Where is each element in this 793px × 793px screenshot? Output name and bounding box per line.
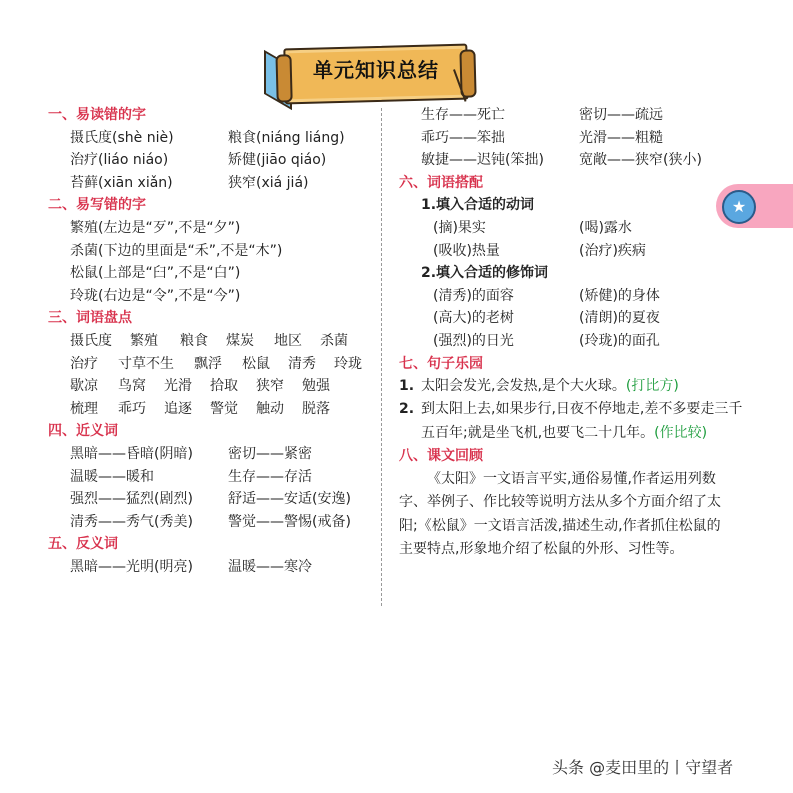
vocab-row — [48, 330, 368, 353]
item-number: 2. — [399, 401, 415, 418]
vocab-word: 光滑 — [164, 378, 192, 395]
section-title-review: 八、课文回顾 — [399, 448, 483, 465]
rhetoric-note: (打比方) — [625, 378, 679, 395]
note-text: 杀菌(下边的里面是“禾”,不是“木”) — [70, 242, 283, 259]
antonym-pair: 光滑——粗糙 — [579, 129, 663, 146]
pinyin-row — [48, 149, 368, 172]
section-title-synonyms: 四、近义词 — [48, 423, 118, 440]
note-text: 玲珑(右边是“令”,不是“今”) — [70, 287, 241, 304]
sentence-item — [399, 375, 743, 398]
pinyin-item: 苔藓(xiān xiǎn) — [70, 174, 173, 191]
vocab-word: 梳理 — [70, 400, 98, 417]
synonym-pair: 温暖——暖和 — [70, 468, 154, 485]
sentence-text: 太阳会发光,会发热,是个大火球。 — [421, 378, 626, 395]
vocab-word: 清秀 — [288, 355, 316, 372]
right-column — [399, 104, 743, 562]
note-text: 繁殖(左边是“歹”,不是“夕”) — [70, 219, 241, 236]
vocab-word: 追逐 — [164, 400, 192, 417]
synonym-pair: 强烈——猛烈(剧烈) — [70, 491, 193, 508]
synonym-pair: 舒适——安适(安逸) — [228, 491, 351, 508]
antonym-row — [399, 149, 729, 172]
vocab-word: 杀菌 — [320, 332, 348, 349]
vocab-word: 寸草不生 — [118, 355, 174, 372]
collocation-item: (矫健)的身体 — [579, 287, 660, 304]
collocation-row — [399, 240, 729, 263]
collocation-item: (摘)果实 — [433, 219, 486, 236]
section-title-antonyms: 五、反义词 — [48, 536, 118, 553]
antonym-pair: 乖巧——笨拙 — [421, 129, 505, 146]
synonym-pair: 生存——存活 — [228, 468, 312, 485]
note-row — [48, 285, 368, 308]
vocab-row — [48, 375, 368, 398]
collocation-item: (玲珑)的面孔 — [579, 332, 660, 349]
review-paragraph: 《太阳》一文语言平实,通俗易懂,作者运用列数字、举例子、作比较等说明方法从多个方面介绍了太阳;《松鼠》一文语言活泼,描述生动,作者抓住松鼠的主要特点,形象地介绍了松鼠的外形、习性等。 — [399, 470, 721, 558]
antonym-pair: 温暖——寒冷 — [228, 558, 312, 575]
section-title-vocabulary: 三、词语盘点 — [48, 310, 132, 327]
antonym-pair: 密切——疏远 — [579, 107, 663, 123]
side-tab — [716, 184, 793, 228]
banner-title: 单元知识总结 — [313, 58, 439, 82]
note-text: 松鼠(上部是“臼”,不是“白”) — [70, 265, 241, 282]
vocab-row — [48, 353, 368, 376]
column-divider — [381, 108, 382, 606]
vocab-word: 松鼠 — [242, 355, 270, 372]
collocation-item: (高大)的老树 — [433, 310, 514, 327]
antonym-row — [48, 556, 368, 579]
item-number: 1. — [399, 378, 415, 395]
section-title-sentences: 七、句子乐园 — [399, 355, 483, 372]
vocab-word: 脱落 — [302, 400, 330, 417]
collocation-item: (清秀)的面容 — [433, 287, 514, 304]
pinyin-item: 治疗(liáo niáo) — [70, 152, 169, 169]
vocab-word: 繁殖 — [130, 332, 158, 349]
antonym-row — [399, 127, 729, 150]
vocab-word: 乖巧 — [118, 400, 146, 417]
synonym-row — [48, 511, 368, 534]
vocab-word: 歇凉 — [70, 378, 98, 395]
antonym-row — [399, 104, 729, 127]
pinyin-item: 矫健(jiāo qiáo) — [228, 152, 327, 169]
synonym-pair: 黑暗——昏暗(阴暗) — [70, 445, 193, 462]
vocab-word: 煤炭 — [226, 332, 254, 349]
note-row — [48, 240, 368, 263]
collocation-item: (喝)露水 — [579, 219, 632, 236]
pinyin-row — [48, 127, 368, 150]
sentence-item — [399, 398, 743, 445]
banner — [258, 40, 496, 108]
dragon-mascot-icon: ★ — [722, 190, 756, 224]
sentence-text: 到太阳上去,如果步行,日夜不停地走,差不多要走三千五百年;就是坐飞机,也要飞二十几年。 — [421, 401, 743, 441]
note-row — [48, 217, 368, 240]
vocab-word: 拾取 — [210, 378, 238, 395]
collocation-row — [399, 217, 729, 240]
section-title-miswritten: 二、易写错的字 — [48, 197, 146, 214]
vocab-word: 玲珑 — [334, 355, 362, 372]
left-column — [48, 104, 368, 578]
antonym-pair: 宽敞——狭窄(狭小) — [579, 152, 702, 169]
subheading-modifiers: 2.填入合适的修饰词 — [421, 265, 549, 282]
collocation-row — [399, 285, 729, 308]
collocation-row — [399, 330, 729, 353]
pinyin-item: 摄氏度(shè niè) — [70, 129, 174, 146]
vocab-word: 鸟窝 — [118, 378, 146, 395]
subheading-verbs: 1.填入合适的动词 — [421, 197, 535, 214]
vocab-word: 触动 — [256, 400, 284, 417]
synonym-pair: 清秀——秀气(秀美) — [70, 513, 193, 530]
collocation-item: (清朗)的夏夜 — [579, 310, 660, 327]
vocab-word: 治疗 — [70, 355, 98, 372]
vocab-word: 勉强 — [302, 378, 330, 395]
vocab-word: 警觉 — [210, 400, 238, 417]
synonym-row — [48, 488, 368, 511]
antonym-pair: 黑暗——光明(明亮) — [70, 558, 193, 575]
section-title-collocation: 六、词语搭配 — [399, 174, 483, 191]
vocab-row — [48, 398, 368, 421]
vocab-word: 地区 — [274, 332, 302, 349]
vocab-word: 粮食 — [180, 332, 208, 349]
pinyin-item: 狭窄(xiá jiá) — [228, 174, 309, 191]
collocation-row — [399, 307, 729, 330]
section-title-misread: 一、易读错的字 — [48, 107, 146, 123]
antonym-pair: 生存——死亡 — [421, 107, 505, 123]
synonym-row — [48, 443, 368, 466]
pinyin-item: 粮食(niáng liáng) — [228, 129, 345, 146]
rhetoric-note: (作比较) — [654, 424, 708, 441]
synonym-pair: 警觉——警惕(戒备) — [228, 513, 351, 530]
vocab-word: 摄氏度 — [70, 332, 112, 349]
collocation-item: (吸收)热量 — [433, 242, 500, 259]
collocation-item: (治疗)疾病 — [579, 242, 646, 259]
synonym-pair: 密切——紧密 — [228, 445, 312, 462]
note-row — [48, 262, 368, 285]
watermark: 头条 @麦田里的丨守望者 — [552, 758, 734, 777]
vocab-word: 飘浮 — [194, 355, 222, 372]
synonym-row — [48, 466, 368, 489]
antonym-pair: 敏捷——迟钝(笨拙) — [421, 152, 544, 169]
collocation-item: (强烈)的日光 — [433, 332, 514, 349]
pinyin-row — [48, 172, 368, 195]
vocab-word: 狭窄 — [256, 378, 284, 395]
